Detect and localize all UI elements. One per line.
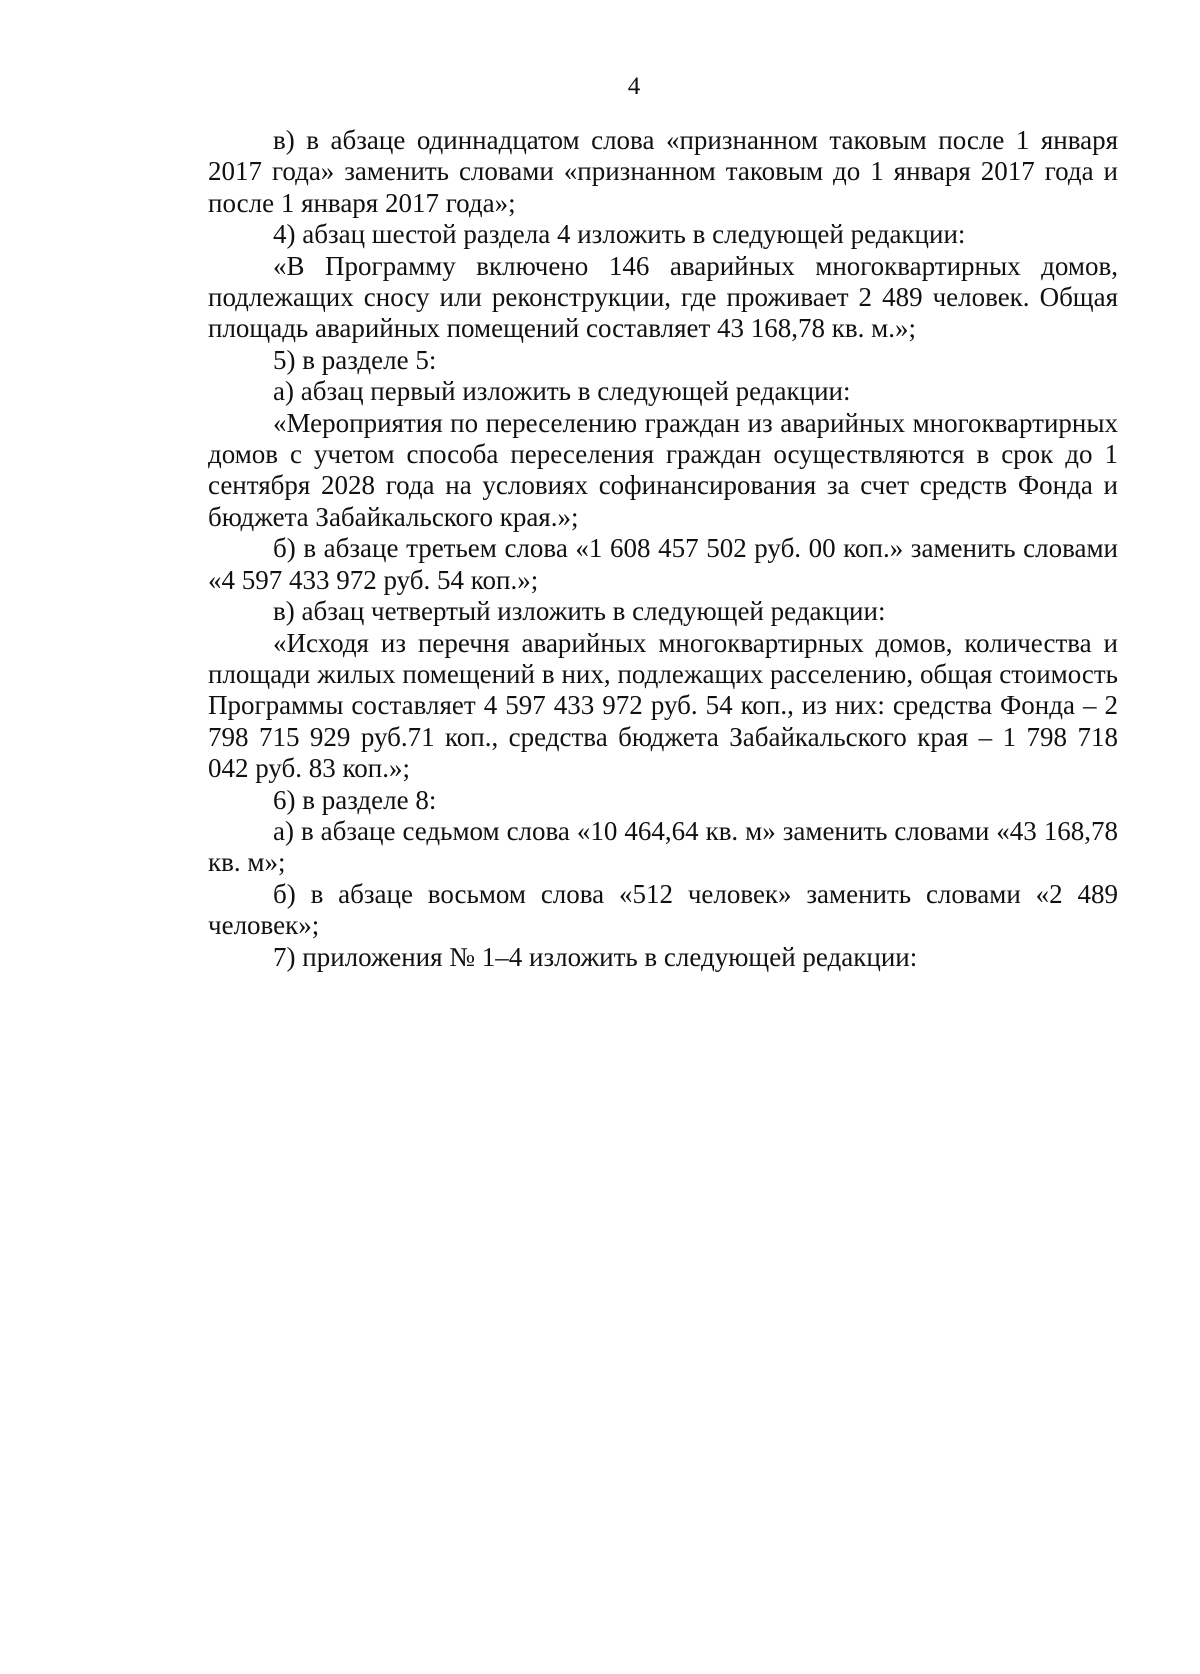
document-body — [208, 125, 1118, 973]
paragraph-item-6a: а) в абзаце седьмом слова «10 464,64 кв. м» заменить словами «43 168,78 кв. м»; — [208, 815, 1118, 878]
paragraph-quote-program-cost: «Исходя из перечня аварийных многоквартирных домов, количества и площади жилых помещений в них, подлежащих расселению, общая стоимость Программы составляет 4 597 433 972 руб. 54 коп., из них: средства Фонда – 2 798 715 929 руб.71 коп., средства бюджета Забайкальского края – 1 798 718 042 руб. 83 коп.»; — [208, 627, 1118, 784]
paragraph-quote-resettlement: «Мероприятия по переселению граждан из аварийных многоквартирных домов с учетом способа переселения граждан осуществляются в срок до 1 сентября 2028 года на условиях софинансирования за счет средств Фонда и бюджета Забайкальского края.»; — [208, 407, 1118, 532]
paragraph-item-5: 5) в разделе 5: — [273, 344, 437, 375]
paragraph-item-5a: а) абзац первый изложить в следующей редакции: — [273, 376, 851, 407]
paragraph-item-4: 4) абзац шестой раздела 4 изложить в следующей редакции: — [273, 219, 966, 250]
paragraph-item-5v: в) абзац четвертый изложить в следующей редакции: — [273, 596, 886, 627]
paragraph-item-5b: б) в абзаце третьем слова «1 608 457 502 руб. 00 коп.» заменить словами «4 597 433 972 руб. 54 коп.»; — [208, 533, 1118, 595]
paragraph-item-v-eleventh: в) в абзаце одиннадцатом слова «признанном таковым после 1 января 2017 года» заменить словами «признанном таковым до 1 января 2017 года и после 1 января 2017 года»; — [208, 125, 1118, 218]
paragraph-quote-program-houses: «В Программу включено 146 аварийных многоквартирных домов, подлежащих сносу или реконструкции, где проживает 2 489 человек. Общая площадь аварийных помещений составляет 43 168,78 кв. м.»; — [208, 250, 1118, 344]
paragraph-item-6b: б) в абзаце восьмом слова «512 человек» заменить словами «2 489 человек»; — [208, 878, 1118, 941]
paragraph-item-7: 7) приложения № 1–4 изложить в следующей редакции: — [273, 941, 918, 972]
page-number: 4 — [627, 73, 641, 100]
paragraph-item-6: 6) в разделе 8: — [273, 784, 437, 815]
